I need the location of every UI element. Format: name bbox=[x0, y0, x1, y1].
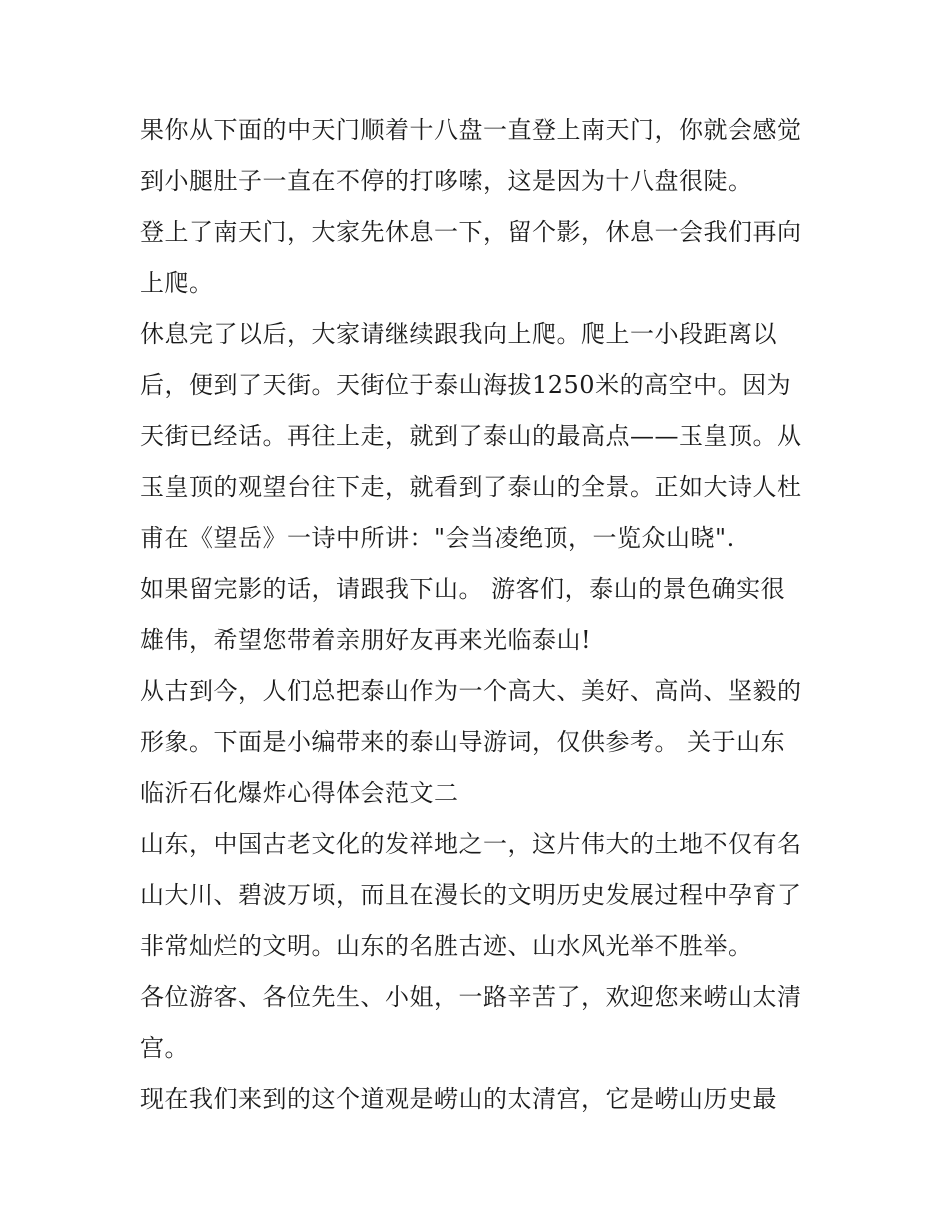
text-line: 果你从下面的中天门顺着十八盘一直登上南天门，你就会感觉 bbox=[140, 116, 802, 144]
text-line: 上爬。 bbox=[140, 269, 214, 297]
body-text bbox=[140, 105, 830, 1125]
text-line: 从古到今，人们总把泰山作为一个高大、美好、高尚、坚毅的 bbox=[140, 677, 802, 705]
text-line: 甫在《望岳》一诗中所讲："会当凌绝顶，一览众山晓". bbox=[140, 524, 735, 552]
text-line: 山大川、碧波万顷，而且在漫长的文明历史发展过程中孕育了 bbox=[140, 881, 802, 909]
text-line: 休息完了以后，大家请继续跟我向上爬。爬上一小段距离以 bbox=[140, 320, 777, 348]
text-line: 玉皇顶的观望台往下走，就看到了泰山的全景。正如大诗人杜 bbox=[140, 473, 802, 501]
text-line: 天街已经话。再往上走，就到了泰山的最高点——玉皇顶。从 bbox=[140, 422, 802, 450]
text-line: 现在我们来到的这个道观是崂山的太清宫，它是崂山历史最 bbox=[140, 1085, 777, 1113]
text-line: 如果留完影的话，请跟我下山。 游客们，泰山的景色确实很 bbox=[140, 575, 786, 603]
text-line: 形象。下面是小编带来的泰山导游词，仅供参考。 关于山东 bbox=[140, 728, 786, 756]
text-line: 登上了南天门，大家先休息一下，留个影，休息一会我们再向 bbox=[140, 218, 802, 246]
text-line: 后，便到了天街。天街位于泰山海拔1250米的高空中。因为 bbox=[140, 371, 792, 399]
text-line: 到小腿肚子一直在不停的打哆嗦，这是因为十八盘很陡。 bbox=[140, 167, 753, 195]
text-line: 宫。 bbox=[140, 1034, 189, 1062]
text-line: 山东，中国古老文化的发祥地之一，这片伟大的土地不仅有名 bbox=[140, 830, 802, 858]
text-line: 雄伟，希望您带着亲朋好友再来光临泰山! bbox=[140, 626, 592, 654]
text-line: 各位游客、各位先生、小姐，一路辛苦了，欢迎您来崂山太清 bbox=[140, 983, 802, 1011]
text-line: 临沂石化爆炸心得体会范文二 bbox=[140, 779, 459, 807]
text-line: 非常灿烂的文明。山东的名胜古迹、山水风光举不胜举。 bbox=[140, 932, 753, 960]
